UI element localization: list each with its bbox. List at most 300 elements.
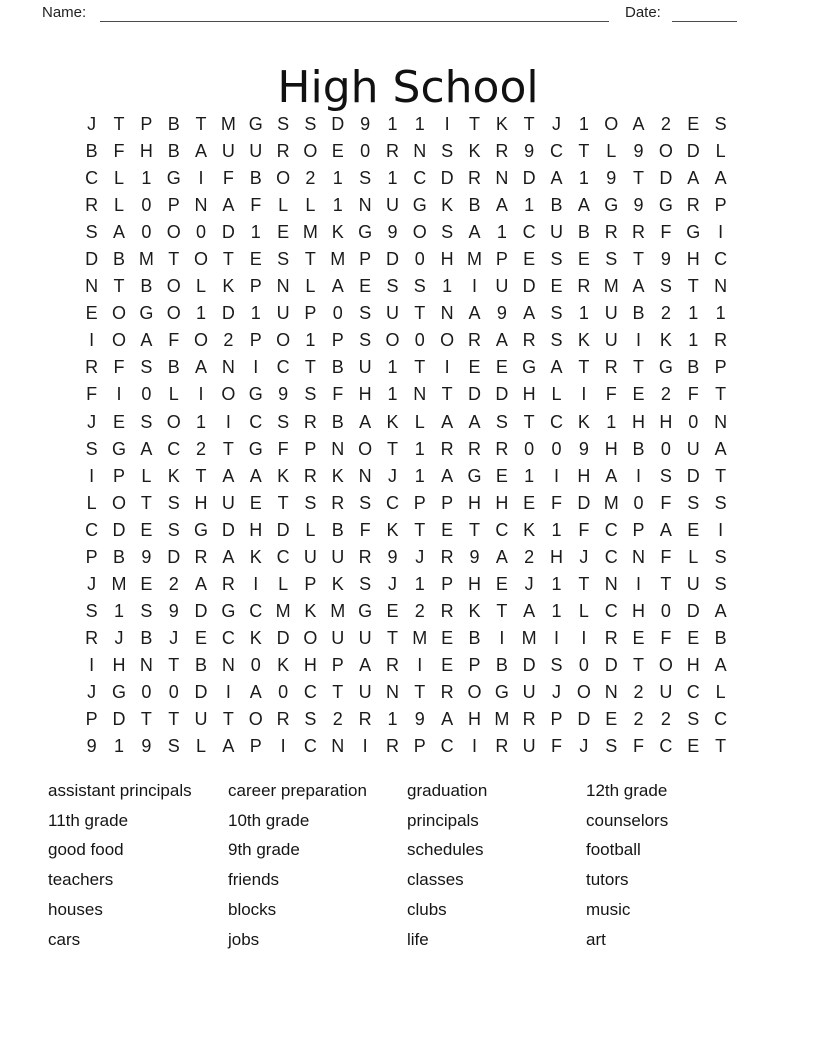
grid-cell-letter: B [632, 438, 645, 459]
grid-cell-letter: O [112, 330, 127, 351]
grid-cell-letter: P [714, 357, 727, 378]
word-list-item: friends [228, 870, 280, 890]
grid-cell-letter: P [304, 438, 317, 459]
grid-cell-letter: F [168, 330, 180, 351]
grid-cell-letter: R [85, 627, 99, 648]
grid-row [78, 733, 734, 760]
grid-cell-letter: N [604, 573, 618, 594]
grid-cell-letter: A [441, 709, 454, 730]
word-list-item: career preparation [228, 781, 367, 800]
grid-cell-letter: S [550, 303, 563, 324]
grid-cell-letter: G [467, 465, 482, 486]
grid-cell-letter: T [113, 276, 125, 297]
grid-cell-letter: C [604, 519, 618, 540]
grid-cell-letter: I [198, 168, 204, 189]
grid-cell-letter: U [522, 682, 536, 702]
grid-cell-letter: O [112, 492, 127, 513]
grid-cell-letter: S [140, 357, 153, 378]
word-list-item: graduation [407, 781, 488, 800]
grid-cell-letter: F [660, 546, 672, 567]
word-list-item: life [407, 929, 429, 949]
grid-cell-letter: S [304, 114, 317, 135]
grid-cell-letter: D [604, 654, 618, 675]
grid-cell-letter: U [331, 546, 345, 567]
grid-cell-letter: C [714, 249, 728, 270]
date-label: Date: [625, 4, 661, 21]
grid-cell-letter: N [221, 654, 235, 675]
grid-cell-letter: T [222, 709, 234, 730]
grid-cell-letter: T [441, 384, 453, 405]
word-list-item: 11th grade [48, 810, 129, 830]
grid-cell-letter: R [85, 357, 99, 378]
grid-cell-letter: S [304, 492, 317, 513]
grid-cell-letter: I [225, 682, 231, 702]
grid-cell-letter: 2 [305, 168, 316, 189]
grid-cell-letter: S [605, 249, 618, 270]
grid-row [78, 327, 734, 354]
grid-cell-letter: K [249, 627, 262, 648]
grid-cell-letter: 9 [524, 141, 535, 162]
grid-cell-letter: H [467, 709, 481, 730]
grid-cell-letter: T [168, 654, 180, 675]
grid-cell-letter: S [85, 438, 98, 459]
grid-cell-letter: O [576, 682, 591, 702]
grid-cell-letter: E [441, 654, 454, 675]
grid-cell-letter: D [112, 709, 126, 730]
grid-cell-letter: A [222, 465, 235, 486]
word-list-item: 12th grade [586, 781, 668, 800]
grid-cell-letter: 9 [633, 141, 644, 162]
grid-cell-letter: 1 [688, 303, 699, 324]
grid-cell-letter: 9 [141, 546, 152, 567]
grid-cell-letter: A [195, 357, 208, 378]
grid-cell-letter: R [714, 330, 728, 351]
grid-cell-letter: S [714, 492, 727, 513]
grid-cell-letter: U [249, 141, 263, 162]
grid-cell-letter: S [167, 492, 180, 513]
grid-cell-letter: T [304, 357, 316, 378]
word-list-item: tutors [586, 870, 629, 890]
grid-cell-letter: B [167, 114, 180, 135]
grid-cell-letter: A [222, 195, 235, 216]
grid-cell-letter: D [522, 276, 536, 297]
grid-cell-letter: J [87, 411, 97, 432]
grid-cell-letter: D [659, 168, 673, 189]
grid-cell-letter: C [303, 682, 317, 702]
grid-cell-letter: L [414, 411, 425, 432]
grid-cell-letter: A [523, 303, 536, 324]
grid-cell-letter: E [550, 276, 563, 297]
grid-cell-letter: S [550, 654, 563, 675]
grid-cell-letter: 2 [332, 709, 343, 730]
grid-row [78, 300, 734, 327]
grid-cell-letter: I [636, 573, 642, 594]
name-write-line [100, 5, 609, 22]
grid-cell-letter: 2 [633, 709, 644, 730]
grid-cell-letter: T [687, 276, 699, 297]
grid-cell-letter: 1 [414, 438, 425, 459]
grid-cell-letter: T [386, 627, 398, 648]
grid-cell-letter: B [632, 303, 645, 324]
grid-row [78, 111, 734, 138]
grid-cell-letter: J [87, 682, 97, 702]
grid-cell-letter: O [112, 303, 127, 324]
grid-cell-letter: I [253, 573, 259, 594]
grid-cell-letter: T [578, 573, 590, 594]
grid-cell-letter: O [658, 141, 673, 162]
date-write-line [672, 5, 737, 22]
grid-cell-letter: F [660, 492, 672, 513]
grid-cell-letter: D [85, 249, 99, 270]
grid-cell-letter: R [604, 627, 618, 648]
grid-cell-letter: H [249, 519, 263, 540]
grid-cell-letter: R [331, 492, 345, 513]
grid-cell-letter: B [331, 411, 344, 432]
grid-cell-letter: G [112, 682, 127, 702]
grid-cell-letter: O [467, 682, 482, 702]
grid-cell-letter: F [633, 736, 645, 757]
grid-cell-letter: R [440, 438, 454, 459]
grid-cell-letter: F [660, 627, 672, 648]
grid-cell-letter: R [85, 195, 99, 216]
grid-cell-letter: A [222, 546, 235, 567]
grid-cell-letter: O [358, 438, 373, 459]
grid-cell-letter: 9 [578, 438, 589, 459]
grid-cell-letter: J [387, 573, 397, 594]
grid-cell-letter: R [467, 330, 481, 351]
grid-cell-letter: U [221, 492, 235, 513]
grid-cell-letter: 1 [551, 600, 562, 621]
grid-cell-letter: 2 [660, 709, 671, 730]
grid-cell-letter: O [276, 330, 291, 351]
word-list-item: art [586, 929, 606, 949]
grid-cell-letter: C [550, 141, 564, 162]
grid-cell-letter: O [166, 276, 181, 297]
word-list-item: good food [48, 840, 124, 860]
grid-cell-letter: 1 [250, 303, 261, 324]
grid-cell-letter: R [276, 141, 290, 162]
grid-row [78, 436, 734, 463]
grid-cell-letter: E [687, 114, 700, 135]
grid-cell-letter: E [359, 276, 372, 297]
grid-cell-letter: B [468, 627, 481, 648]
grid-cell-letter: L [715, 141, 726, 162]
grid-cell-letter: 1 [387, 168, 398, 189]
grid-cell-letter: D [194, 682, 208, 702]
word-list-item: counselors [586, 810, 669, 830]
word-list-column [407, 776, 586, 954]
grid-cell-letter: 9 [414, 709, 425, 730]
grid-cell-letter: 2 [524, 546, 535, 567]
grid-cell-letter: L [141, 465, 152, 486]
grid-cell-letter: 9 [660, 249, 671, 270]
grid-cell-letter: B [113, 546, 126, 567]
grid-cell-letter: T [660, 573, 672, 594]
grid-cell-letter: 1 [442, 276, 453, 297]
grid-cell-letter: M [220, 114, 236, 135]
grid-cell-letter: E [85, 303, 98, 324]
grid-cell-letter: A [605, 465, 618, 486]
grid-cell-letter: N [331, 736, 345, 757]
grid-cell-letter: D [686, 465, 700, 486]
grid-cell-letter: C [221, 627, 235, 648]
grid-cell-letter: R [358, 546, 372, 567]
grid-cell-letter: C [249, 600, 263, 621]
grid-cell-letter: 1 [578, 114, 589, 135]
grid-cell-letter: R [303, 465, 317, 486]
grid-cell-letter: T [633, 249, 645, 270]
grid-cell-letter: I [417, 654, 423, 675]
grid-row [78, 625, 734, 652]
grid-cell-letter: J [114, 627, 124, 648]
word-list-item: schedules [407, 840, 484, 860]
grid-cell-letter: K [277, 465, 290, 486]
grid-cell-letter: P [304, 303, 317, 324]
grid-cell-letter: P [550, 709, 563, 730]
grid-cell-letter: C [714, 709, 728, 730]
grid-cell-letter: N [276, 276, 290, 297]
grid-cell-letter: O [194, 249, 209, 270]
grid-cell-letter: D [331, 114, 345, 135]
word-list [48, 776, 668, 954]
grid-cell-letter: C [85, 168, 99, 189]
word-list-item: houses [48, 899, 103, 919]
grid-cell-letter: S [495, 411, 508, 432]
grid-cell-letter: B [140, 627, 153, 648]
grid-cell-letter: C [440, 736, 454, 757]
grid-cell-letter: C [276, 357, 290, 378]
grid-cell-letter: 1 [250, 222, 261, 243]
grid-cell-letter: I [362, 736, 368, 757]
grid-cell-letter: U [276, 303, 290, 324]
grid-cell-letter: P [249, 736, 262, 757]
grid-cell-letter: A [550, 357, 563, 378]
grid-row [78, 354, 734, 381]
grid-cell-letter: G [522, 357, 537, 378]
grid-cell-letter: U [358, 627, 372, 648]
grid-cell-letter: T [496, 600, 508, 621]
grid-cell-letter: P [249, 276, 262, 297]
grid-cell-letter: F [660, 222, 672, 243]
word-list-column [228, 776, 407, 954]
grid-cell-letter: 9 [387, 222, 398, 243]
grid-cell-letter: E [249, 492, 262, 513]
grid-cell-letter: D [686, 141, 700, 162]
grid-cell-letter: 1 [414, 114, 425, 135]
grid-cell-letter: R [495, 736, 509, 757]
grid-cell-letter: H [550, 546, 564, 567]
grid-cell-letter: C [495, 519, 509, 540]
grid-cell-letter: 1 [387, 384, 398, 405]
grid-cell-letter: F [332, 384, 344, 405]
grid-row [78, 381, 734, 408]
grid-cell-letter: E [632, 384, 645, 405]
grid-cell-letter: S [550, 249, 563, 270]
grid-cell-letter: K [331, 222, 344, 243]
grid-cell-letter: 1 [715, 303, 726, 324]
grid-cell-letter: P [85, 709, 98, 730]
grid-cell-letter: M [138, 249, 154, 270]
grid-cell-letter: A [113, 222, 126, 243]
grid-cell-letter: S [359, 303, 372, 324]
grid-cell-letter: R [604, 222, 618, 243]
grid-cell-letter: 0 [141, 682, 152, 702]
grid-cell-letter: R [495, 141, 509, 162]
grid-cell-letter: L [196, 276, 207, 297]
grid-cell-letter: A [577, 195, 590, 216]
grid-cell-letter: A [714, 654, 727, 675]
grid-cell-letter: 0 [633, 492, 644, 513]
grid-cell-letter: P [331, 654, 344, 675]
grid-cell-letter: G [139, 303, 154, 324]
grid-cell-letter: N [604, 682, 618, 702]
grid-cell-letter: I [225, 411, 231, 432]
grid-cell-letter: L [305, 276, 316, 297]
grid-cell-letter: E [495, 573, 508, 594]
grid-cell-letter: M [603, 492, 619, 513]
grid-cell-letter: P [85, 546, 98, 567]
grid-cell-letter: P [331, 330, 344, 351]
grid-cell-letter: R [522, 330, 536, 351]
grid-cell-letter: E [687, 736, 700, 757]
grid-row [78, 571, 734, 598]
grid-cell-letter: 9 [168, 600, 179, 621]
grid-cell-letter: T [414, 303, 426, 324]
grid-cell-letter: U [194, 709, 208, 730]
grid-cell-letter: T [168, 709, 180, 730]
grid-cell-letter: 1 [551, 573, 562, 594]
grid-cell-letter: L [278, 573, 289, 594]
grid-cell-letter: K [386, 519, 399, 540]
grid-cell-letter: A [195, 573, 208, 594]
grid-cell-letter: 1 [305, 330, 316, 351]
grid-cell-letter: P [304, 573, 317, 594]
grid-cell-letter: R [194, 546, 208, 567]
grid-cell-letter: R [276, 709, 290, 730]
grid-cell-letter: S [85, 222, 98, 243]
grid-cell-letter: 9 [141, 736, 152, 757]
grid-cell-letter: T [332, 682, 344, 702]
grid-cell-letter: S [304, 384, 317, 405]
grid-cell-letter: L [688, 546, 699, 567]
grid-cell-letter: E [495, 357, 508, 378]
grid-cell-letter: B [468, 195, 481, 216]
name-label: Name: [42, 4, 87, 21]
grid-cell-letter: F [551, 736, 563, 757]
grid-cell-letter: L [551, 384, 562, 405]
grid-cell-letter: 9 [278, 384, 289, 405]
grid-cell-letter: 1 [606, 411, 617, 432]
grid-cell-letter: L [606, 141, 617, 162]
grid-cell-letter: H [522, 384, 536, 405]
grid-cell-letter: U [604, 330, 618, 351]
word-list-column [48, 776, 228, 954]
grid-cell-letter: D [577, 492, 591, 513]
grid-cell-letter: U [659, 682, 673, 702]
grid-cell-letter: S [140, 411, 153, 432]
grid-cell-letter: S [659, 465, 672, 486]
grid-cell-letter: 0 [250, 654, 261, 675]
grid-cell-letter: L [86, 492, 97, 513]
grid-cell-letter: R [358, 709, 372, 730]
grid-cell-letter: F [86, 384, 98, 405]
grid-cell-letter: B [331, 357, 344, 378]
grid-cell-letter: L [168, 384, 179, 405]
grid-cell-letter: P [441, 573, 454, 594]
grid-cell-letter: E [140, 519, 153, 540]
grid-cell-letter: 0 [196, 222, 207, 243]
grid-cell-letter: T [715, 736, 727, 757]
grid-cell-letter: D [522, 654, 536, 675]
grid-cell-letter: G [194, 519, 209, 540]
grid-cell-letter: I [444, 357, 450, 378]
grid-cell-letter: L [114, 168, 125, 189]
grid-cell-letter: K [222, 276, 235, 297]
grid-cell-letter: 2 [196, 438, 207, 459]
word-list-item: teachers [48, 870, 114, 890]
grid-cell-letter: S [687, 492, 700, 513]
grid-cell-letter: T [168, 249, 180, 270]
grid-cell-letter: G [658, 195, 673, 216]
grid-cell-letter: K [468, 141, 481, 162]
grid-cell-letter: L [578, 600, 589, 621]
grid-cell-letter: P [413, 492, 426, 513]
grid-cell-letter: R [385, 736, 399, 757]
grid-cell-letter: A [468, 411, 481, 432]
grid-cell-letter: K [577, 411, 590, 432]
grid-cell-letter: J [552, 682, 562, 702]
grid-cell-letter: 9 [496, 303, 507, 324]
grid-cell-letter: U [221, 141, 235, 162]
grid-cell-letter: S [714, 573, 727, 594]
grid-cell-letter: N [413, 384, 427, 405]
grid-cell-letter: A [140, 438, 153, 459]
grid-cell-letter: T [386, 438, 398, 459]
grid-cell-letter: B [167, 357, 180, 378]
grid-cell-letter: D [522, 168, 536, 189]
grid-cell-letter: M [111, 573, 127, 594]
grid-cell-letter: R [632, 222, 646, 243]
grid-cell-letter: J [169, 627, 179, 648]
grid-cell-letter: I [718, 519, 724, 540]
grid-cell-letter: 9 [86, 736, 97, 757]
grid-cell-letter: 1 [414, 465, 425, 486]
grid-row [78, 652, 734, 679]
grid-cell-letter: A [659, 519, 672, 540]
grid-cell-letter: E [495, 465, 508, 486]
grid-cell-letter: U [495, 276, 509, 297]
grid-cell-letter: 1 [578, 168, 589, 189]
grid-cell-letter: 0 [141, 384, 152, 405]
grid-cell-letter: D [276, 627, 290, 648]
grid-cell-letter: T [195, 114, 207, 135]
grid-cell-letter: T [468, 519, 480, 540]
grid-cell-letter: O [303, 141, 318, 162]
grid-cell-letter: C [385, 492, 399, 513]
grid-cell-letter: K [249, 546, 262, 567]
grid-cell-letter: C [85, 519, 99, 540]
grid-cell-letter: R [385, 654, 399, 675]
grid-cell-letter: E [687, 519, 700, 540]
grid-cell-letter: U [550, 222, 564, 243]
grid-cell-letter: U [358, 682, 372, 702]
grid-cell-letter: M [466, 249, 482, 270]
grid-cell-letter: U [358, 357, 372, 378]
grid-cell-letter: T [277, 492, 289, 513]
grid-cell-letter: 2 [660, 303, 671, 324]
grid-cell-letter: L [196, 736, 207, 757]
grid-cell-letter: K [523, 519, 536, 540]
